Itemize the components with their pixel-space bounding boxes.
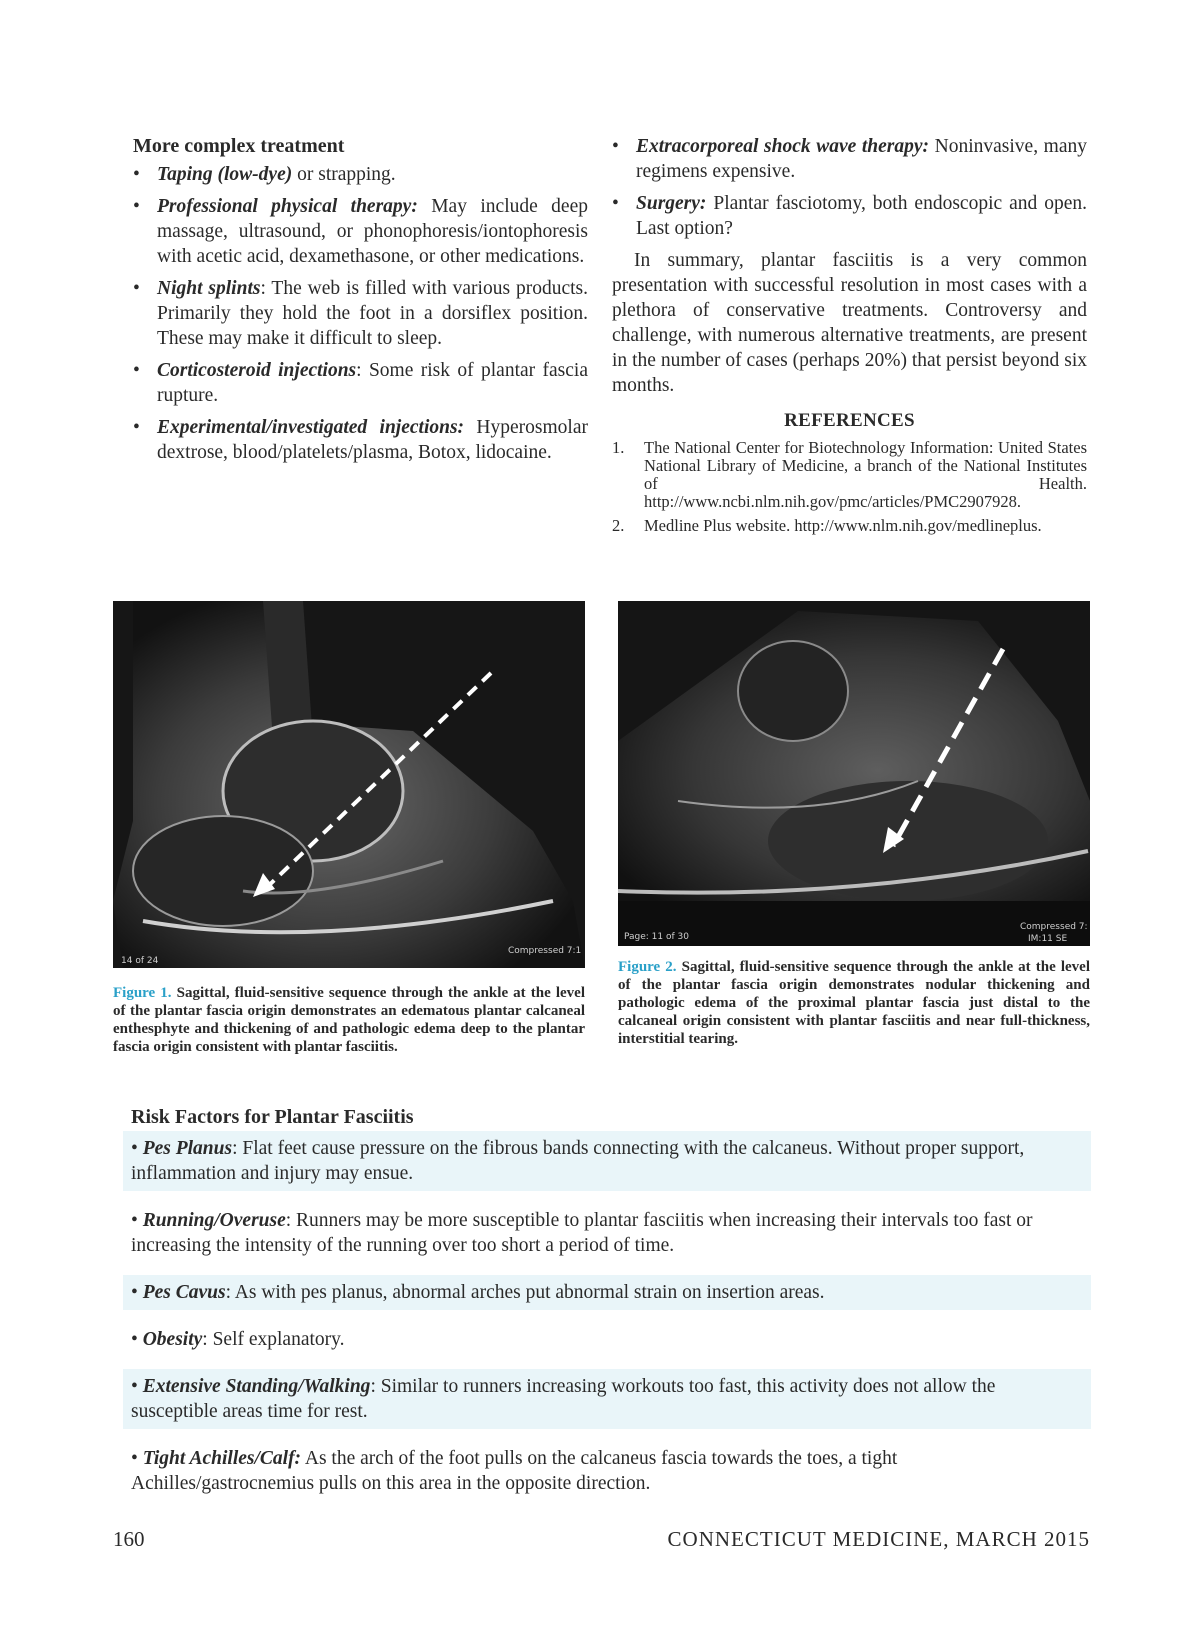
figure-overlay-text: Page: 11 of 30 — [624, 932, 689, 942]
figure-overlay-text: Compressed 7:1 — [508, 946, 582, 956]
risk-factor-item: • Pes Planus: Flat feet cause pressure on the fibrous bands connecting with the calcaneus. Without proper support, inflammation and injury may ensue. — [123, 1131, 1091, 1191]
references-heading: REFERENCES — [784, 410, 915, 431]
section-heading: More complex treatment — [133, 135, 345, 157]
risk-factor-item: • Pes Cavus: As with pes planus, abnormal arches put abnormal strain on insertion areas. — [123, 1275, 1091, 1310]
list-item: • Taping (low-dye) or strapping. — [133, 164, 396, 185]
risk-factor-item: • Tight Achilles/Calf: As the arch of the foot pulls on the calcaneus fascia towards the toes, a tight Achilles/gastrocnemius pulls on this area in the opposite direction. — [131, 1448, 898, 1494]
list-item: • Surgery: Plantar fasciotomy, both endoscopic and open. Last option? — [612, 193, 1087, 239]
list-item: • Corticosteroid injections: Some risk of plantar fascia rupture. — [133, 360, 589, 406]
list-item: • Extracorporeal shock wave therapy: Noninvasive, many regimens expensive. — [612, 136, 1087, 182]
list-item: • Experimental/investigated injections: Hyperosmolar dextrose, blood/platelets/plasma, Botox, lidocaine. — [133, 417, 588, 463]
right-column — [612, 134, 1087, 541]
risk-factor-item: • Obesity: Self explanatory. — [131, 1329, 345, 1350]
figure-2-caption: Figure 2. Sagittal, fluid-sensitive sequence through the ankle at the level of the plantar fascia origin demonstrates nodular thickening and pathologic edema of the proximal plantar fascia just distal to the calcaneal origin consistent with plantar fasciitis and near full-thickness, interstitial tearing. — [618, 959, 1091, 1047]
list-item: • Professional physical therapy: May include deep massage, ultrasound, or phonophoresis/iontophoresis with acetic acid, dexamethasone, or other medications. — [133, 196, 588, 267]
risk-factor-item: • Running/Overuse: Runners may be more susceptible to plantar fasciitis when increasing their intervals too fast or increasing the intensity of the running over too short a period of time. — [131, 1210, 1033, 1256]
figure-1-mri-image — [113, 601, 585, 968]
page-number: 160 — [113, 1527, 145, 1551]
risk-factors-title: Risk Factors for Plantar Fasciitis — [131, 1106, 414, 1128]
figure-overlay-text: 14 of 24 — [121, 956, 159, 966]
figure-2-mri-image — [618, 601, 1090, 946]
reference-item: 1. The National Center for Biotechnology Information: United States National Library of Medicine, a branch of the National Institutes of Health. http://www.ncbi.nlm.nih.gov/pmc/articles/PMC2907928. — [612, 438, 1087, 511]
figure-overlay-text: IM:11 SE — [1028, 934, 1068, 944]
journal-footer: CONNECTICUT MEDICINE, MARCH 2015 — [667, 1527, 1090, 1551]
left-column — [133, 134, 588, 472]
figure-1-caption: Figure 1. Sagittal, fluid-sensitive sequence through the ankle at the level of the plantar fascia origin demonstrates an edematous plantar calcaneal enthesphyte and thickening of and pathologic edema deep to the plantar fascia origin consistent with plantar fasciitis. — [113, 985, 586, 1055]
reference-item: 2. Medline Plus website. http://www.nlm.nih.gov/medlineplus. — [612, 516, 1042, 535]
risk-factors-list — [123, 1131, 1091, 1513]
figure-overlay-text: Compressed 7: — [1020, 922, 1088, 932]
summary-paragraph: In summary, plantar fasciitis is a very common presentation with successful resolution in most cases with a plethora of conservative treatments. Controversy and challenge, with numerous alternative treatments, are present in the number of cases (perhaps 20%) that persist beyond six months. — [612, 250, 1087, 396]
risk-factor-item: • Extensive Standing/Walking: Similar to runners increasing workouts too fast, this activity does not allow the susceptible areas time for rest. — [123, 1369, 1091, 1429]
list-item: • Night splints: The web is filled with various products. Primarily they hold the foot in a dorsiflex position. These may make it difficult to sleep. — [133, 278, 588, 349]
